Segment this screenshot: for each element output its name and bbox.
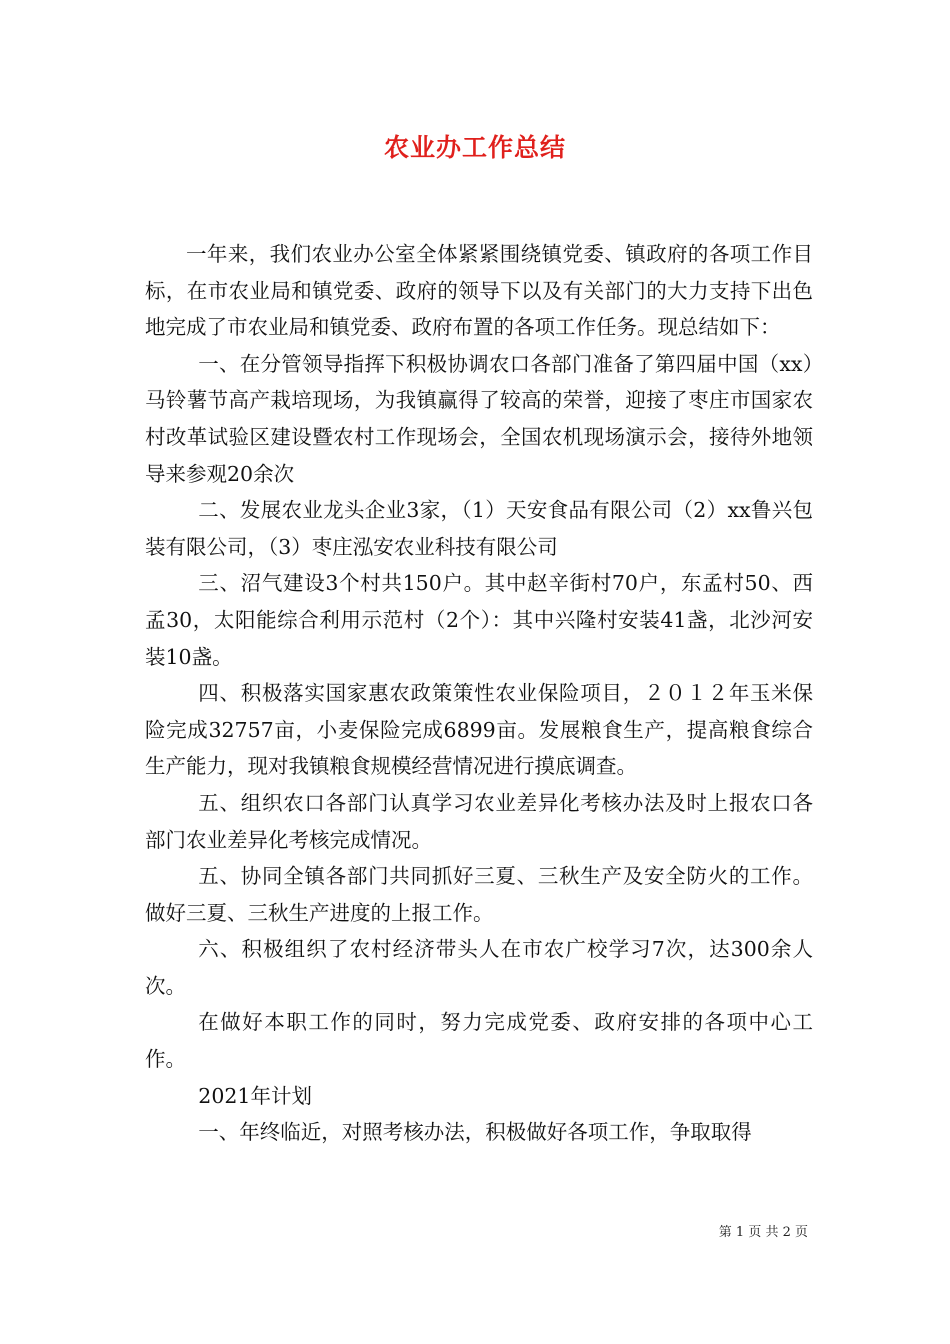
document-title: 农业办工作总结 bbox=[383, 133, 566, 162]
paragraph-item-1: 一、在分管领导指挥下积极协调农口各部门准备了第四届中国（xx）马铃薯节高产栽培现场，为我镇赢得了较高的荣誉，迎接了枣庄市国家农村改革试验区建设暨农村工作现场会，全国农机现场演示会，接待外地领导来参观20余次 bbox=[145, 351, 813, 486]
paragraph-item-2: 二、发展农业龙头企业3家，（1）天安食品有限公司（2）xx鲁兴包装有限公司，（3）枣庄泓安农业科技有限公司 bbox=[145, 498, 813, 559]
document-body bbox=[145, 236, 813, 1151]
paragraph-item-5: 五、组织农口各部门认真学习农业差异化考核办法及时上报农口各部门农业差异化考核完成情况。 bbox=[145, 790, 813, 852]
closing-paragraph: 在做好本职工作的同时，努力完成党委、政府安排的各项中心工作。 bbox=[145, 1010, 813, 1072]
plan-heading: 2021年计划 bbox=[198, 1083, 312, 1108]
intro-paragraph: 一年来，我们农业办公室全体紧紧围绕镇党委、镇政府的各项工作目标，在市农业局和镇党委、政府的领导下以及有关部门的大力支持下出色地完成了市农业局和镇党委、政府布置的各项工作任务。现总结如下： bbox=[145, 242, 813, 340]
paragraph-item-5b: 五、协同全镇各部门共同抓好三夏、三秋生产及安全防火的工作。做好三夏、三秋生产进度的上报工作。 bbox=[145, 864, 813, 925]
paragraph-item-4: 四、积极落实国家惠农政策策性农业保险项目，２０１２年玉米保险完成32757亩，小麦保险完成6899亩。发展粮食生产，提高粮食综合生产能力，现对我镇粮食规模经营情况进行摸底调查。 bbox=[145, 681, 813, 779]
page-number: 第 1 页 共 2 页 bbox=[718, 1225, 808, 1240]
paragraph-item-3: 三、沼气建设3个村共150户。其中赵辛街村70户，东孟村50、西孟30，太阳能综合利用示范村（2个）：其中兴隆村安装41盏，北沙河安装10盏。 bbox=[145, 571, 813, 669]
paragraph-item-6: 六、积极组织了农村经济带头人在市农广校学习7次，达300余人次。 bbox=[145, 937, 813, 998]
plan-item-1: 一、年终临近，对照考核办法，积极做好各项工作，争取取得 bbox=[198, 1120, 752, 1145]
